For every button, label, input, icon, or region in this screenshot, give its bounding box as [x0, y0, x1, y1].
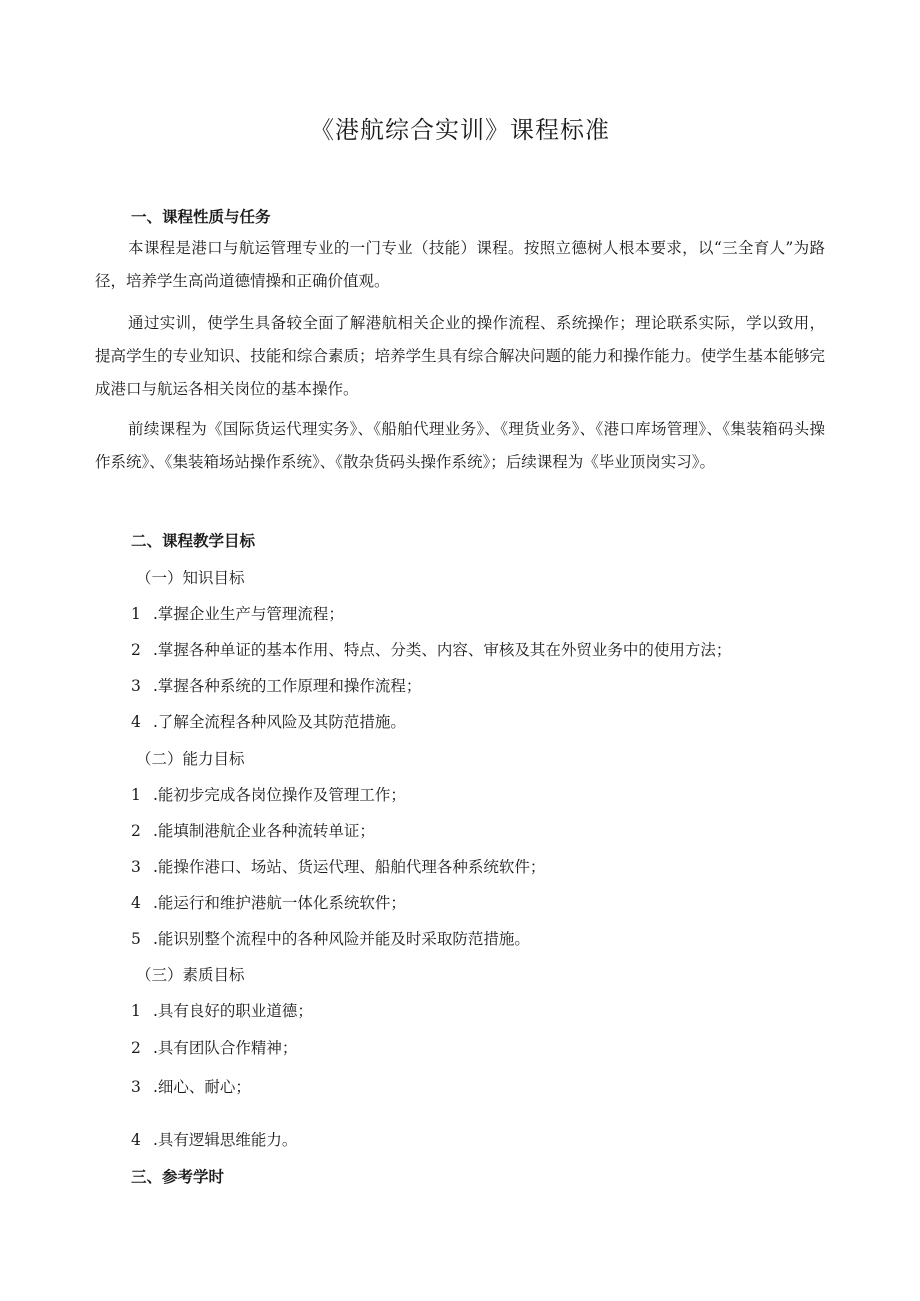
list-item: 2 .能填制港航企业各种流转单证； — [131, 822, 375, 840]
list-item: 4 .能运行和维护港航一体化系统软件； — [131, 894, 406, 912]
list-item: 3 .细心、耐心； — [131, 1078, 251, 1096]
list-item: 2 .具有团队合作精神； — [131, 1039, 298, 1057]
document-title: 《港航综合实训》课程标准 — [310, 116, 610, 144]
section-heading-nature: 一、课程性质与任务 — [131, 207, 271, 226]
list-item: 4 .具有逻辑思维能力。 — [131, 1131, 298, 1149]
list-item: 3 .掌握各种系统的工作原理和操作流程； — [131, 677, 422, 695]
list-item: 3 .能操作港口、场站、货运代理、船舶代理各种系统软件； — [131, 858, 546, 876]
paragraph-goals: 通过实训，使学生具备较全面了解港航相关企业的操作流程、系统操作；理论联系实际，学以致用，提高学生的专业知识、技能和综合素质；培养学生具有综合解决问题的能力和操作能力。使学生基本能够完成港口与航运各相关岗位的基本操作。 — [95, 314, 825, 398]
list-item: 2 .掌握各种单证的基本作用、特点、分类、内容、审核及其在外贸业务中的使用方法； — [131, 641, 732, 659]
subheading-quality: （三）素质目标 — [136, 966, 245, 984]
section-heading-objectives: 二、课程教学目标 — [131, 531, 256, 550]
list-item: 1 .具有良好的职业道德； — [131, 1002, 313, 1020]
subheading-knowledge: （一）知识目标 — [136, 569, 245, 587]
list-item: 5 .能识别整个流程中的各种风险并能及时采取防范措施。 — [131, 930, 530, 948]
list-item: 4 .了解全流程各种风险及其防范措施。 — [131, 713, 406, 731]
subheading-ability: （二）能力目标 — [136, 750, 245, 768]
paragraph-prerequisites: 前续课程为《国际货运代理实务》、《船舶代理业务》、《理货业务》、《港口库场管理》、《集装箱码头操作系统》、《集装箱场站操作系统》、《散杂货码头操作系统》；后续课程为《毕业顶岗实习》。 — [95, 420, 825, 471]
list-item: 1 .能初步完成各岗位操作及管理工作； — [131, 786, 406, 804]
section-heading-hours: 三、参考学时 — [131, 1167, 225, 1186]
list-item: 1 .掌握企业生产与管理流程； — [131, 605, 344, 623]
paragraph-intro: 本课程是港口与航运管理专业的一门专业（技能）课程。按照立德树人根本要求，以“三全育人”为路径，培养学生高尚道德情操和正确价值观。 — [95, 239, 825, 290]
